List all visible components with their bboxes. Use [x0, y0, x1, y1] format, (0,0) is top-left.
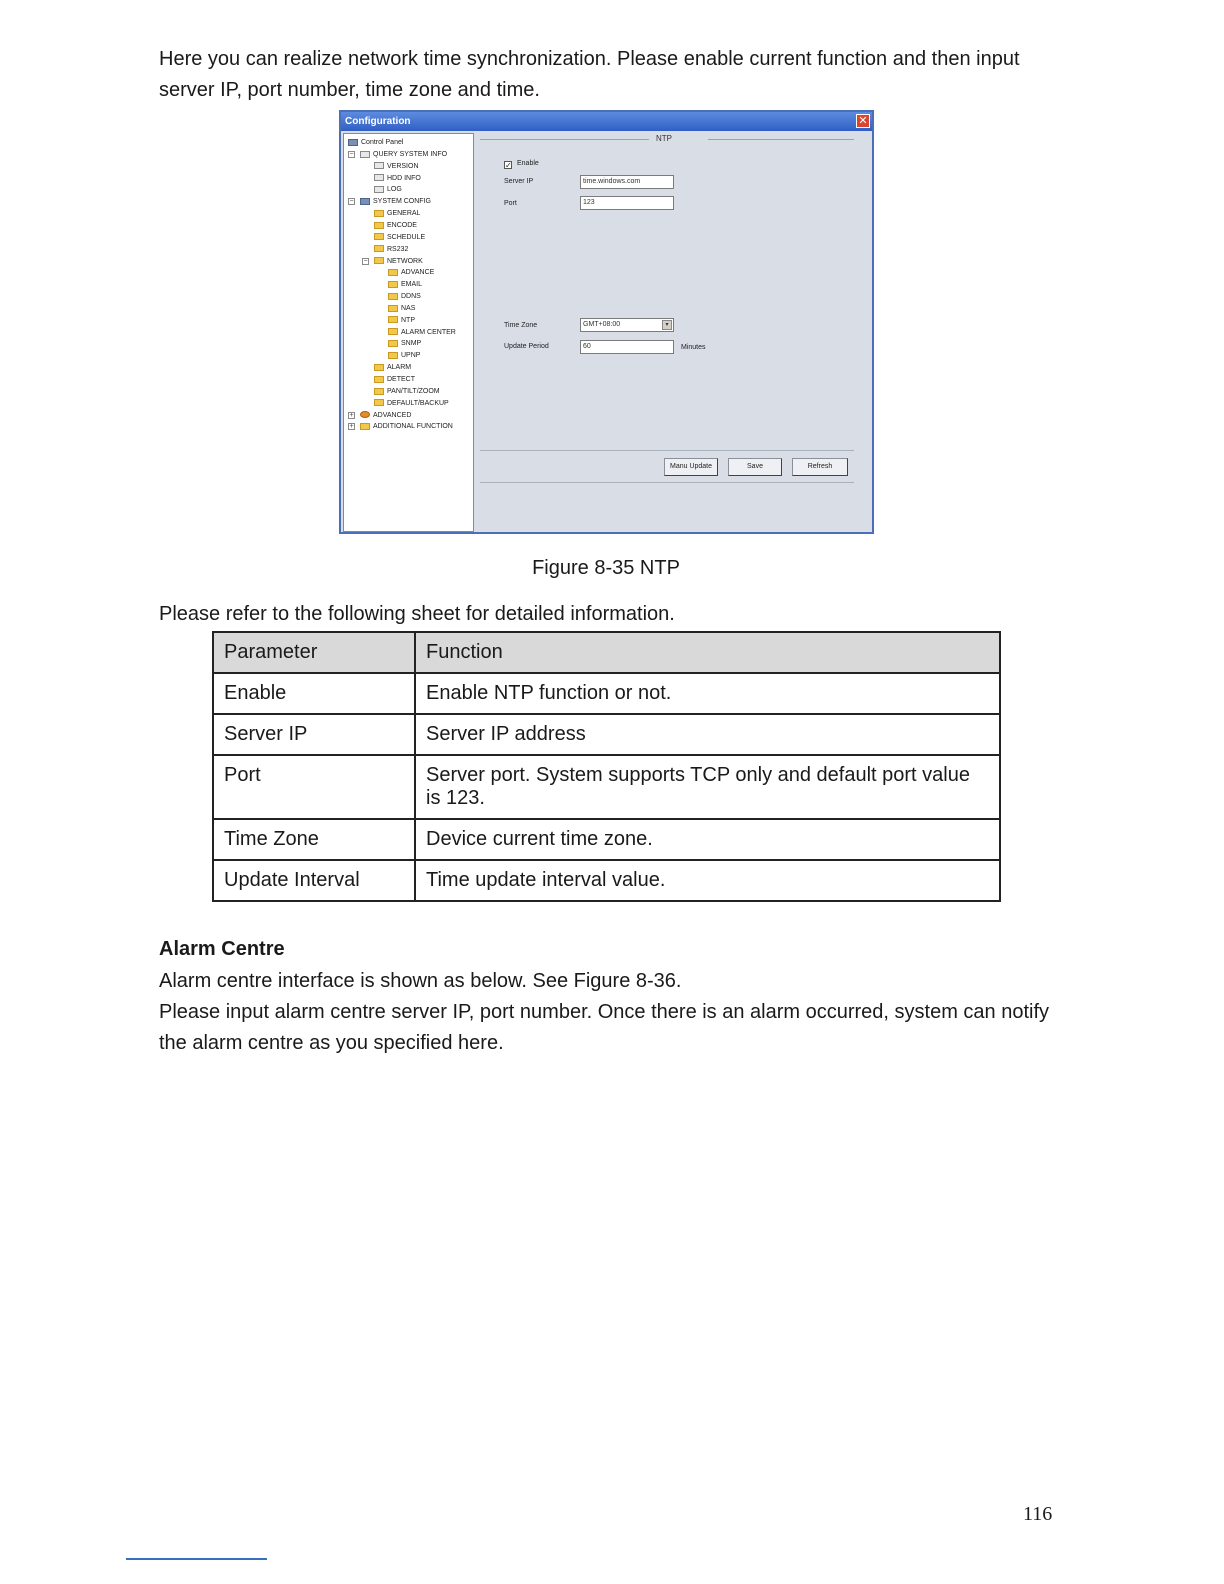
folder-icon — [388, 269, 398, 276]
refresh-button[interactable]: Refresh — [792, 458, 848, 476]
table-row — [213, 755, 1000, 819]
folder-icon — [388, 316, 398, 323]
folder-icon — [388, 293, 398, 300]
folder-icon — [374, 222, 384, 229]
tree-item[interactable] — [388, 315, 415, 326]
function-cell: Device current time zone. — [415, 819, 1000, 860]
document-icon — [374, 186, 384, 193]
tree-item[interactable] — [349, 149, 448, 160]
param-cell: Enable — [213, 673, 415, 714]
tree-item[interactable] — [349, 410, 412, 421]
function-cell: Time update interval value. — [415, 860, 1000, 901]
folder-icon — [374, 399, 384, 406]
legend-divider — [708, 139, 854, 140]
tree-item-label: SCHEDULE — [387, 233, 426, 241]
folder-icon — [388, 305, 398, 312]
param-cell: Time Zone — [213, 819, 415, 860]
collapse-icon[interactable]: − — [363, 257, 368, 265]
tree-item-label: HDD INFO — [387, 174, 421, 182]
advanced-icon — [360, 411, 370, 418]
tree-item-label: NETWORK — [387, 257, 423, 265]
chevron-down-icon[interactable]: ▾ — [662, 320, 672, 330]
table-row — [213, 714, 1000, 755]
enable-label: Enable — [517, 160, 539, 167]
folder-icon — [360, 423, 370, 430]
tree-item-label: DEFAULT/BACKUP — [387, 399, 449, 407]
tree-item[interactable] — [374, 244, 408, 255]
tree-item[interactable] — [374, 208, 420, 219]
header-function: Function — [415, 632, 1000, 673]
tree-item-label: DETECT — [387, 376, 415, 383]
navigation-tree[interactable] — [343, 133, 474, 532]
folder-icon — [374, 257, 384, 264]
update-period-label: Update Period — [504, 343, 549, 350]
document-icon — [374, 162, 384, 169]
expand-icon[interactable]: + — [349, 411, 354, 419]
collapse-icon[interactable]: − — [349, 150, 354, 158]
expand-icon[interactable]: + — [349, 423, 354, 431]
enable-checkbox[interactable]: ✓ — [505, 161, 512, 170]
table-header-row — [213, 632, 1000, 673]
port-input[interactable]: 123 — [580, 196, 674, 210]
timezone-label: Time Zone — [504, 322, 538, 329]
folder-icon — [374, 245, 384, 252]
server-ip-input[interactable]: time.windows.com — [580, 175, 674, 189]
manual-update-button[interactable]: Manu Update — [664, 458, 718, 476]
tree-item[interactable] — [374, 161, 419, 172]
tree-item-label: SYSTEM CONFIG — [373, 198, 431, 206]
minutes-unit: Minutes — [681, 344, 706, 351]
folder-icon — [374, 364, 384, 371]
param-cell: Port — [213, 755, 415, 819]
function-cell: Server port. System supports TCP only and default port value is 123. — [415, 755, 1000, 819]
tree-item[interactable] — [349, 196, 431, 207]
alarm-paragraph-2: Please input alarm centre server IP, port number. Once there is an alarm occurred, system can notify the alarm centre as you specified here. — [159, 1001, 1050, 1054]
parameter-table — [212, 631, 1001, 902]
save-button[interactable]: Save — [728, 458, 782, 476]
tree-item-label: Control Panel — [361, 139, 404, 146]
tree-item[interactable] — [349, 421, 453, 432]
tree-item[interactable] — [388, 303, 415, 314]
tree-item[interactable] — [363, 256, 423, 267]
panel-divider — [480, 450, 854, 451]
settings-icon — [360, 198, 370, 205]
function-cell: Server IP address — [415, 714, 1000, 755]
tree-item[interactable] — [374, 374, 415, 385]
tree-item[interactable] — [348, 137, 403, 148]
table-row — [213, 819, 1000, 860]
header-parameter: Parameter — [213, 632, 415, 673]
tree-item-label: ADDITIONAL FUNCTION — [373, 423, 453, 431]
panel-divider — [480, 482, 854, 483]
param-cell: Update Interval — [213, 860, 415, 901]
function-cell: Enable NTP function or not. — [415, 673, 1000, 714]
tree-item-label: ALARM — [387, 364, 412, 372]
tree-item[interactable] — [374, 362, 411, 373]
configuration-window — [339, 110, 874, 534]
folder-icon — [374, 376, 384, 383]
tree-item-label: SNMP — [401, 340, 422, 348]
document-icon — [360, 151, 370, 158]
timezone-value: GMT+08:00 — [583, 321, 621, 328]
window-title: Configuration — [345, 116, 411, 127]
tree-item-label: EMAIL — [401, 281, 423, 289]
folder-icon — [374, 210, 384, 217]
document-icon — [374, 174, 384, 181]
update-period-input[interactable]: 60 — [580, 340, 674, 354]
tree-item-label: GENERAL — [387, 210, 421, 218]
tree-item[interactable] — [374, 184, 402, 195]
tree-item[interactable] — [374, 386, 440, 397]
tree-item[interactable] — [374, 220, 417, 231]
alarm-paragraph-1: Alarm centre interface is shown as below. See Figure 8-36. — [159, 970, 682, 992]
tree-item-label: QUERY SYSTEM INFO — [373, 150, 448, 158]
collapse-icon[interactable]: − — [349, 198, 354, 206]
tree-item[interactable] — [388, 279, 422, 290]
tree-item[interactable] — [388, 327, 456, 338]
folder-icon — [388, 352, 398, 359]
tree-item-label: ENCODE — [387, 221, 417, 229]
folder-icon — [374, 388, 384, 395]
close-icon[interactable]: ✕ — [856, 114, 870, 128]
tree-item-label: PAN/TILT/ZOOM — [387, 387, 440, 395]
tree-item[interactable] — [388, 350, 420, 361]
window-titlebar — [341, 112, 872, 131]
table-row — [213, 673, 1000, 714]
ntp-group-legend: NTP — [656, 134, 672, 143]
alarm-centre-heading: Alarm Centre — [159, 938, 285, 960]
tree-item-label: LOG — [387, 186, 402, 194]
tree-item[interactable] — [374, 173, 421, 184]
folder-icon — [388, 328, 398, 335]
tree-item-label: DDNS — [401, 293, 421, 301]
tree-item-label: NAS — [401, 304, 416, 312]
tree-item-label: ALARM CENTER — [401, 328, 456, 336]
tree-item[interactable] — [374, 398, 449, 409]
tree-item[interactable] — [374, 232, 425, 243]
tree-item-label: ADVANCED — [373, 411, 412, 419]
timezone-select[interactable] — [580, 318, 674, 332]
refer-paragraph: Please refer to the following sheet for detailed information. — [159, 603, 675, 625]
tree-item-label: UPNP — [401, 352, 421, 360]
tree-item-label: NTP — [401, 316, 415, 324]
tree-item-label: RS232 — [387, 245, 409, 253]
tree-item-label: ADVANCE — [401, 269, 435, 277]
tree-item[interactable] — [388, 291, 421, 302]
tree-item[interactable] — [388, 338, 421, 349]
intro-paragraph: Here you can realize network time synchronization. Please enable current function and then input server IP, port number, time zone and time. — [159, 48, 1020, 101]
legend-divider — [480, 139, 649, 140]
folder-icon — [388, 340, 398, 347]
page-number: 116 — [1023, 1503, 1053, 1525]
settings-icon — [348, 139, 358, 146]
ntp-settings-panel — [476, 133, 872, 532]
tree-item-label: VERSION — [387, 162, 419, 170]
table-row — [213, 860, 1000, 901]
tree-item[interactable] — [388, 267, 434, 278]
port-label: Port — [504, 200, 517, 207]
folder-icon — [374, 233, 384, 240]
folder-icon — [388, 281, 398, 288]
server-ip-label: Server IP — [504, 178, 534, 185]
footer-rule — [126, 1558, 267, 1560]
param-cell: Server IP — [213, 714, 415, 755]
figure-caption: Figure 8-35 NTP — [532, 557, 680, 579]
